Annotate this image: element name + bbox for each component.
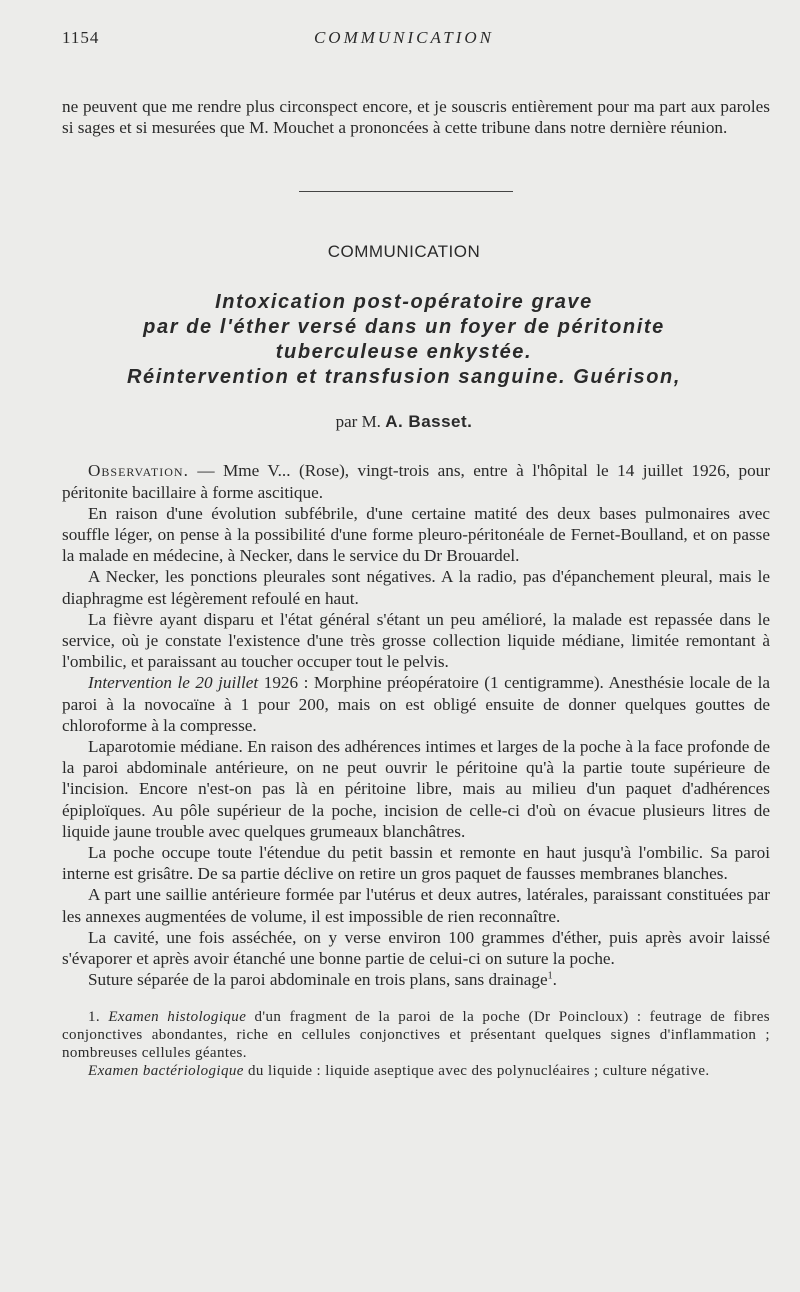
title-line: par de l'éther versé dans un foyer de péritonite <box>143 316 665 339</box>
intervention-text: 1926 : Morphine préopératoire (1 centigramme). Anesthésie locale de la paroi à la novocaïne à 1 pour 200, mais on est obligé ensuite de donner quelques gouttes de chloroforme à la compresse. <box>62 673 770 735</box>
intervention-paragraph <box>62 672 770 736</box>
suture-text: Suture séparée de la paroi abdominale en trois plans, sans drainage <box>88 970 548 990</box>
section-divider <box>299 191 513 192</box>
footnote-marker[interactable]: 1 <box>547 970 553 982</box>
observation-text: — Mme V... (Rose), vingt-trois ans, entre à l'hôpital le 14 juillet 1926, pour péritonite bacillaire à forme ascitique. <box>62 461 770 502</box>
suture-end: . <box>552 970 557 990</box>
observation-paragraph <box>62 460 770 502</box>
footnote-number: 1. <box>88 1009 101 1026</box>
article-body <box>62 460 770 990</box>
running-head <box>62 28 770 50</box>
intervention-label: Intervention le 20 juillet <box>88 673 259 693</box>
body-paragraph: En raison d'une évolution subfébrile, d'une certaine matité des deux bases pulmonaires avec souffle léger, on pense à la possibilité d'une forme pleuro-péritonéale de Fernet-Boulland, et on passe la malade en médecine, à Necker, dans le service du Dr Brouardel. <box>62 503 770 566</box>
footnote-label: Examen bactériologique <box>88 1063 244 1080</box>
footnotes <box>62 1008 770 1080</box>
footnote-text: du liquide : liquide aseptique avec des polynucléaires ; culture négative. <box>243 1063 710 1080</box>
footnote-label: Examen histologique <box>108 1009 247 1026</box>
body-paragraph: Laparotomie médiane. En raison des adhérences intimes et larges de la poche à la face profonde de la paroi abdominale antérieure, on ne peut ouvrir le péritoine qu'à la partie toute supérieure de l'incision. Encore n'est-on pas là en péritoine libre, mais au milieu d'un paquet d'adhérences épiploïques. Au pôle supérieur de la poche, incision de celle-ci d'où on évacue plusieurs litres de liquide jaune trouble avec quelques grumeaux blanchâtres. <box>62 737 770 841</box>
title-line: tuberculeuse enkystée. <box>275 341 533 364</box>
observation-label: Observation. <box>88 461 189 481</box>
article-title <box>62 290 770 390</box>
running-title: COMMUNICATION <box>313 28 495 47</box>
footnote-1 <box>62 1008 770 1062</box>
page-number: 1154 <box>62 28 100 47</box>
footnote-text: d'un fragment de la paroi de la poche (Dr Poincloux) : feutrage de fibres conjonctives abondantes, riche en cellules conjonctives et présentant quelques signes d'inflammation ; nombreuses cellules géantes. <box>62 1009 771 1062</box>
title-line: Intoxication post-opératoire grave <box>215 291 593 314</box>
footnote-2 <box>62 1062 770 1080</box>
author-byline <box>62 412 770 432</box>
body-paragraph: La poche occupe toute l'étendue du petit bassin et remonte en haut jusqu'à l'ombilic. Sa paroi interne est grisâtre. De sa partie déclive on retire un gros paquet de fausses membranes blanches. <box>62 843 770 884</box>
byline-prefix: par <box>335 412 358 432</box>
body-paragraph: A Necker, les ponctions pleurales sont négatives. A la radio, pas d'épanchement pleural, mais le diaphragme est légèrement refoulé en haut. <box>62 567 770 608</box>
section-heading: COMMUNICATION <box>327 242 481 262</box>
byline-initials: M. <box>361 412 381 432</box>
title-line: Réintervention et transfusion sanguine. Guérison, <box>126 366 682 389</box>
body-paragraph: La cavité, une fois asséchée, on y verse environ 100 grammes d'éther, puis après avoir laissé s'évaporer et après avoir étanché une bonne partie de celui-ci on suture la poche. <box>62 927 770 969</box>
opening-paragraph: ne peuvent que me rendre plus circonspect encore, et je souscris entièrement pour ma part aux paroles si sages et si mesurées que M. Mouchet a prononcées à cette tribune dans notre dernière réunion. <box>62 97 770 138</box>
body-paragraph: La fièvre ayant disparu et l'état général s'étant un peu amélioré, la malade est repassée dans le service, où je constate l'existence d'une très grosse collection liquide médiane, limitée remontant à l'ombilic, et paraissant au toucher occuper tout le pelvis. <box>62 609 770 672</box>
body-paragraph <box>62 969 770 990</box>
author-name: A. Basset. <box>385 412 473 432</box>
body-paragraph: A part une saillie antérieure formée par l'utérus et deux autres, latérales, paraissant constituées par les annexes augmentées de volume, il est impossible de rien reconnaître. <box>62 885 770 926</box>
